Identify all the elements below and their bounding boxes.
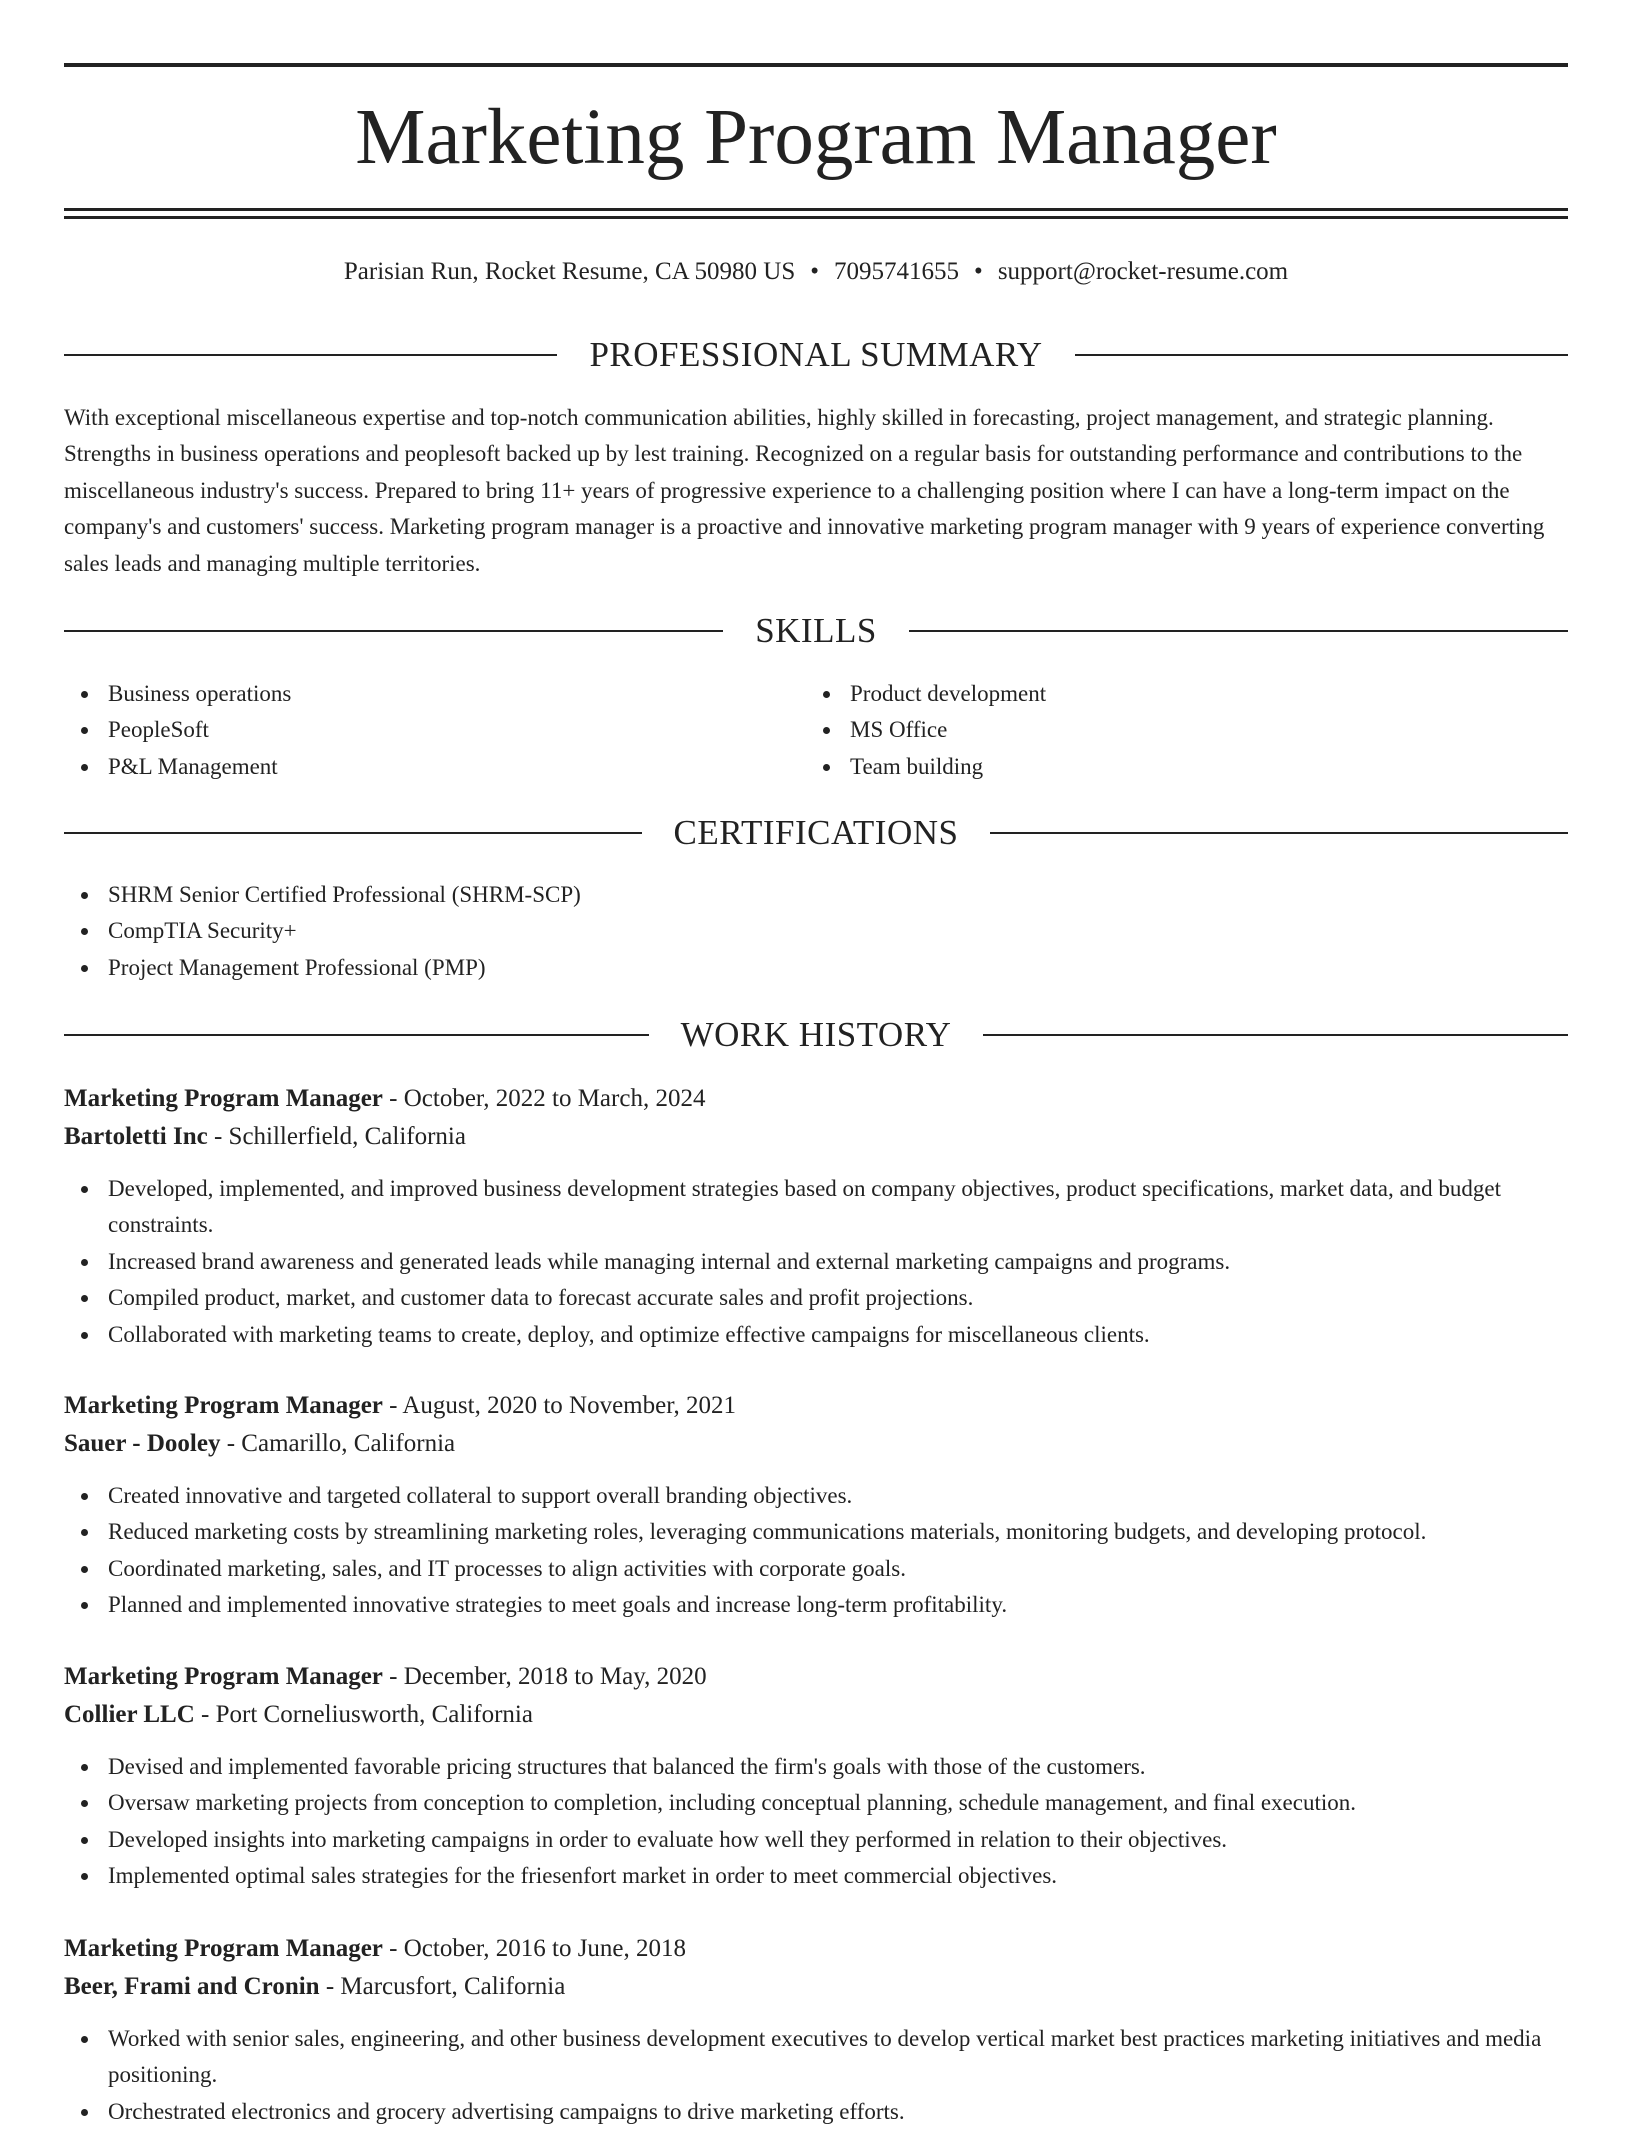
skill-item: Business operations bbox=[64, 676, 764, 712]
certifications-list bbox=[64, 877, 1568, 986]
skill-item: Team building bbox=[806, 749, 1506, 785]
certifications-heading bbox=[64, 810, 1568, 856]
heading-rule bbox=[64, 630, 723, 632]
job-bullet: Oversaw marketing projects from conception to completion, including conceptual planning, schedule management, and final execution. bbox=[64, 1785, 1568, 1821]
job-entry bbox=[64, 1387, 1568, 1624]
skills-heading bbox=[64, 608, 1568, 654]
job-title: Marketing Program Manager bbox=[64, 1935, 383, 1962]
contact-separator: • bbox=[974, 258, 983, 285]
job-bullet: Worked with senior sales, engineering, and other business development executives to develop vertical market best practices marketing initiatives and media positioning. bbox=[64, 2021, 1568, 2094]
job-bullet: Planned and implemented innovative strategies to meet goals and increase long-term profitability. bbox=[64, 1587, 1568, 1623]
job-dates: - December, 2018 to May, 2020 bbox=[382, 1663, 707, 1690]
job-company: Sauer - Dooley bbox=[64, 1430, 221, 1457]
job-title-line bbox=[64, 1658, 1568, 1696]
job-location: - Port Corneliusworth, California bbox=[194, 1701, 533, 1728]
skills-list-left bbox=[64, 676, 764, 785]
job-bullet: Created innovative and targeted collateral to support overall branding objectives. bbox=[64, 1478, 1568, 1514]
job-title: Marketing Program Manager bbox=[64, 1663, 383, 1690]
job-bullet: Developed insights into marketing campaigns in order to evaluate how well they performed in relation to their objectives. bbox=[64, 1822, 1568, 1858]
job-bullets bbox=[64, 1749, 1568, 1895]
section-title: PROFESSIONAL SUMMARY bbox=[589, 335, 1043, 374]
skill-item: P&L Management bbox=[64, 749, 764, 785]
job-bullets bbox=[64, 1171, 1568, 1353]
heading-rule bbox=[1075, 354, 1568, 356]
job-bullet: Developed, implemented, and improved business development strategies based on company objectives, product specifications, market data, and budget constraints. bbox=[64, 1171, 1568, 1244]
heading-rule bbox=[64, 354, 557, 356]
job-bullet: Increased brand awareness and generated leads while managing internal and external marketing campaigns and programs. bbox=[64, 1244, 1568, 1280]
job-title-line bbox=[64, 1930, 1568, 1968]
job-entry bbox=[64, 1930, 1568, 2130]
heading-rule bbox=[909, 630, 1568, 632]
job-bullet: Coordinated marketing, sales, and IT processes to align activities with corporate goals. bbox=[64, 1551, 1568, 1587]
contact-phone: 7095741655 bbox=[834, 258, 960, 285]
section-title: SKILLS bbox=[755, 611, 877, 650]
contact-address: Parisian Run, Rocket Resume, CA 50980 US bbox=[343, 258, 796, 285]
summary-heading bbox=[64, 332, 1568, 378]
heading-rule bbox=[990, 832, 1568, 834]
job-dates: - October, 2022 to March, 2024 bbox=[382, 1085, 706, 1112]
certification-item: Project Management Professional (PMP) bbox=[64, 950, 1568, 986]
heading-rule bbox=[983, 1034, 1568, 1036]
contact-separator: • bbox=[810, 258, 820, 285]
work-history-heading bbox=[64, 1012, 1568, 1058]
resume-title: Marketing Program Manager bbox=[355, 94, 1277, 181]
job-title-line bbox=[64, 1387, 1568, 1425]
job-title-line bbox=[64, 1080, 1568, 1118]
certification-item: SHRM Senior Certified Professional (SHRM-SCP) bbox=[64, 877, 1568, 913]
job-entry bbox=[64, 1658, 1568, 1895]
job-company-line bbox=[64, 1968, 1568, 2006]
job-bullets bbox=[64, 2021, 1568, 2130]
skill-item: PeopleSoft bbox=[64, 712, 764, 748]
job-title: Marketing Program Manager bbox=[64, 1085, 383, 1112]
job-company: Beer, Frami and Cronin bbox=[64, 1973, 320, 2000]
skill-item: Product development bbox=[806, 676, 1506, 712]
job-title: Marketing Program Manager bbox=[64, 1392, 383, 1419]
certification-item: CompTIA Security+ bbox=[64, 913, 1568, 949]
job-location: - Camarillo, California bbox=[220, 1430, 456, 1457]
section-title: CERTIFICATIONS bbox=[673, 813, 959, 852]
section-title: WORK HISTORY bbox=[680, 1015, 952, 1054]
contact-email: support@rocket-resume.com bbox=[997, 258, 1289, 285]
summary-text: With exceptional miscellaneous expertise and top-notch communication abilities, highly skilled in forecasting, project management, and strategic planning. Strengths in business operations and peoplesoft backed up by lest training. Recognized on a regular basis for outstanding performance and contributions to the miscellaneous industry's success. Prepared to bring 11+ years of progressive experience to a challenging position where I can have a long-term impact on the company's and customers' success. Marketing program manager is a proactive and innovative marketing program manager with 9 years of experience converting sales leads and managing multiple territories. bbox=[64, 405, 1545, 576]
job-bullet: Collaborated with marketing teams to create, deploy, and optimize effective campaigns for miscellaneous clients. bbox=[64, 1317, 1568, 1353]
job-bullets bbox=[64, 1478, 1568, 1624]
job-company: Bartoletti Inc bbox=[64, 1123, 208, 1150]
job-location: - Marcusfort, California bbox=[319, 1973, 566, 2000]
job-bullet: Orchestrated electronics and grocery advertising campaigns to drive marketing efforts. bbox=[64, 2094, 1568, 2130]
top-rule bbox=[64, 63, 1568, 67]
job-entry bbox=[64, 1080, 1568, 1353]
skill-item: MS Office bbox=[806, 712, 1506, 748]
heading-rule bbox=[64, 1034, 649, 1036]
job-company-line bbox=[64, 1696, 1568, 1734]
job-bullet: Reduced marketing costs by streamlining marketing roles, leveraging communications materials, monitoring budgets, and developing protocol. bbox=[64, 1514, 1568, 1550]
heading-rule bbox=[64, 832, 642, 834]
job-bullet: Compiled product, market, and customer data to forecast accurate sales and profit projections. bbox=[64, 1280, 1568, 1316]
job-dates: - October, 2016 to June, 2018 bbox=[382, 1935, 687, 1962]
contact-line bbox=[64, 255, 1568, 289]
title-double-rule bbox=[64, 208, 1568, 219]
job-bullet: Devised and implemented favorable pricing structures that balanced the firm's goals with those of the customers. bbox=[64, 1749, 1568, 1785]
job-bullet: Implemented optimal sales strategies for the friesenfort market in order to meet commercial objectives. bbox=[64, 1858, 1568, 1894]
job-company-line bbox=[64, 1118, 1568, 1156]
skills-list-right bbox=[806, 676, 1506, 785]
job-company: Collier LLC bbox=[64, 1701, 195, 1728]
job-location: - Schillerfield, California bbox=[207, 1123, 466, 1150]
job-company-line bbox=[64, 1425, 1568, 1463]
job-dates: - August, 2020 to November, 2021 bbox=[382, 1392, 737, 1419]
